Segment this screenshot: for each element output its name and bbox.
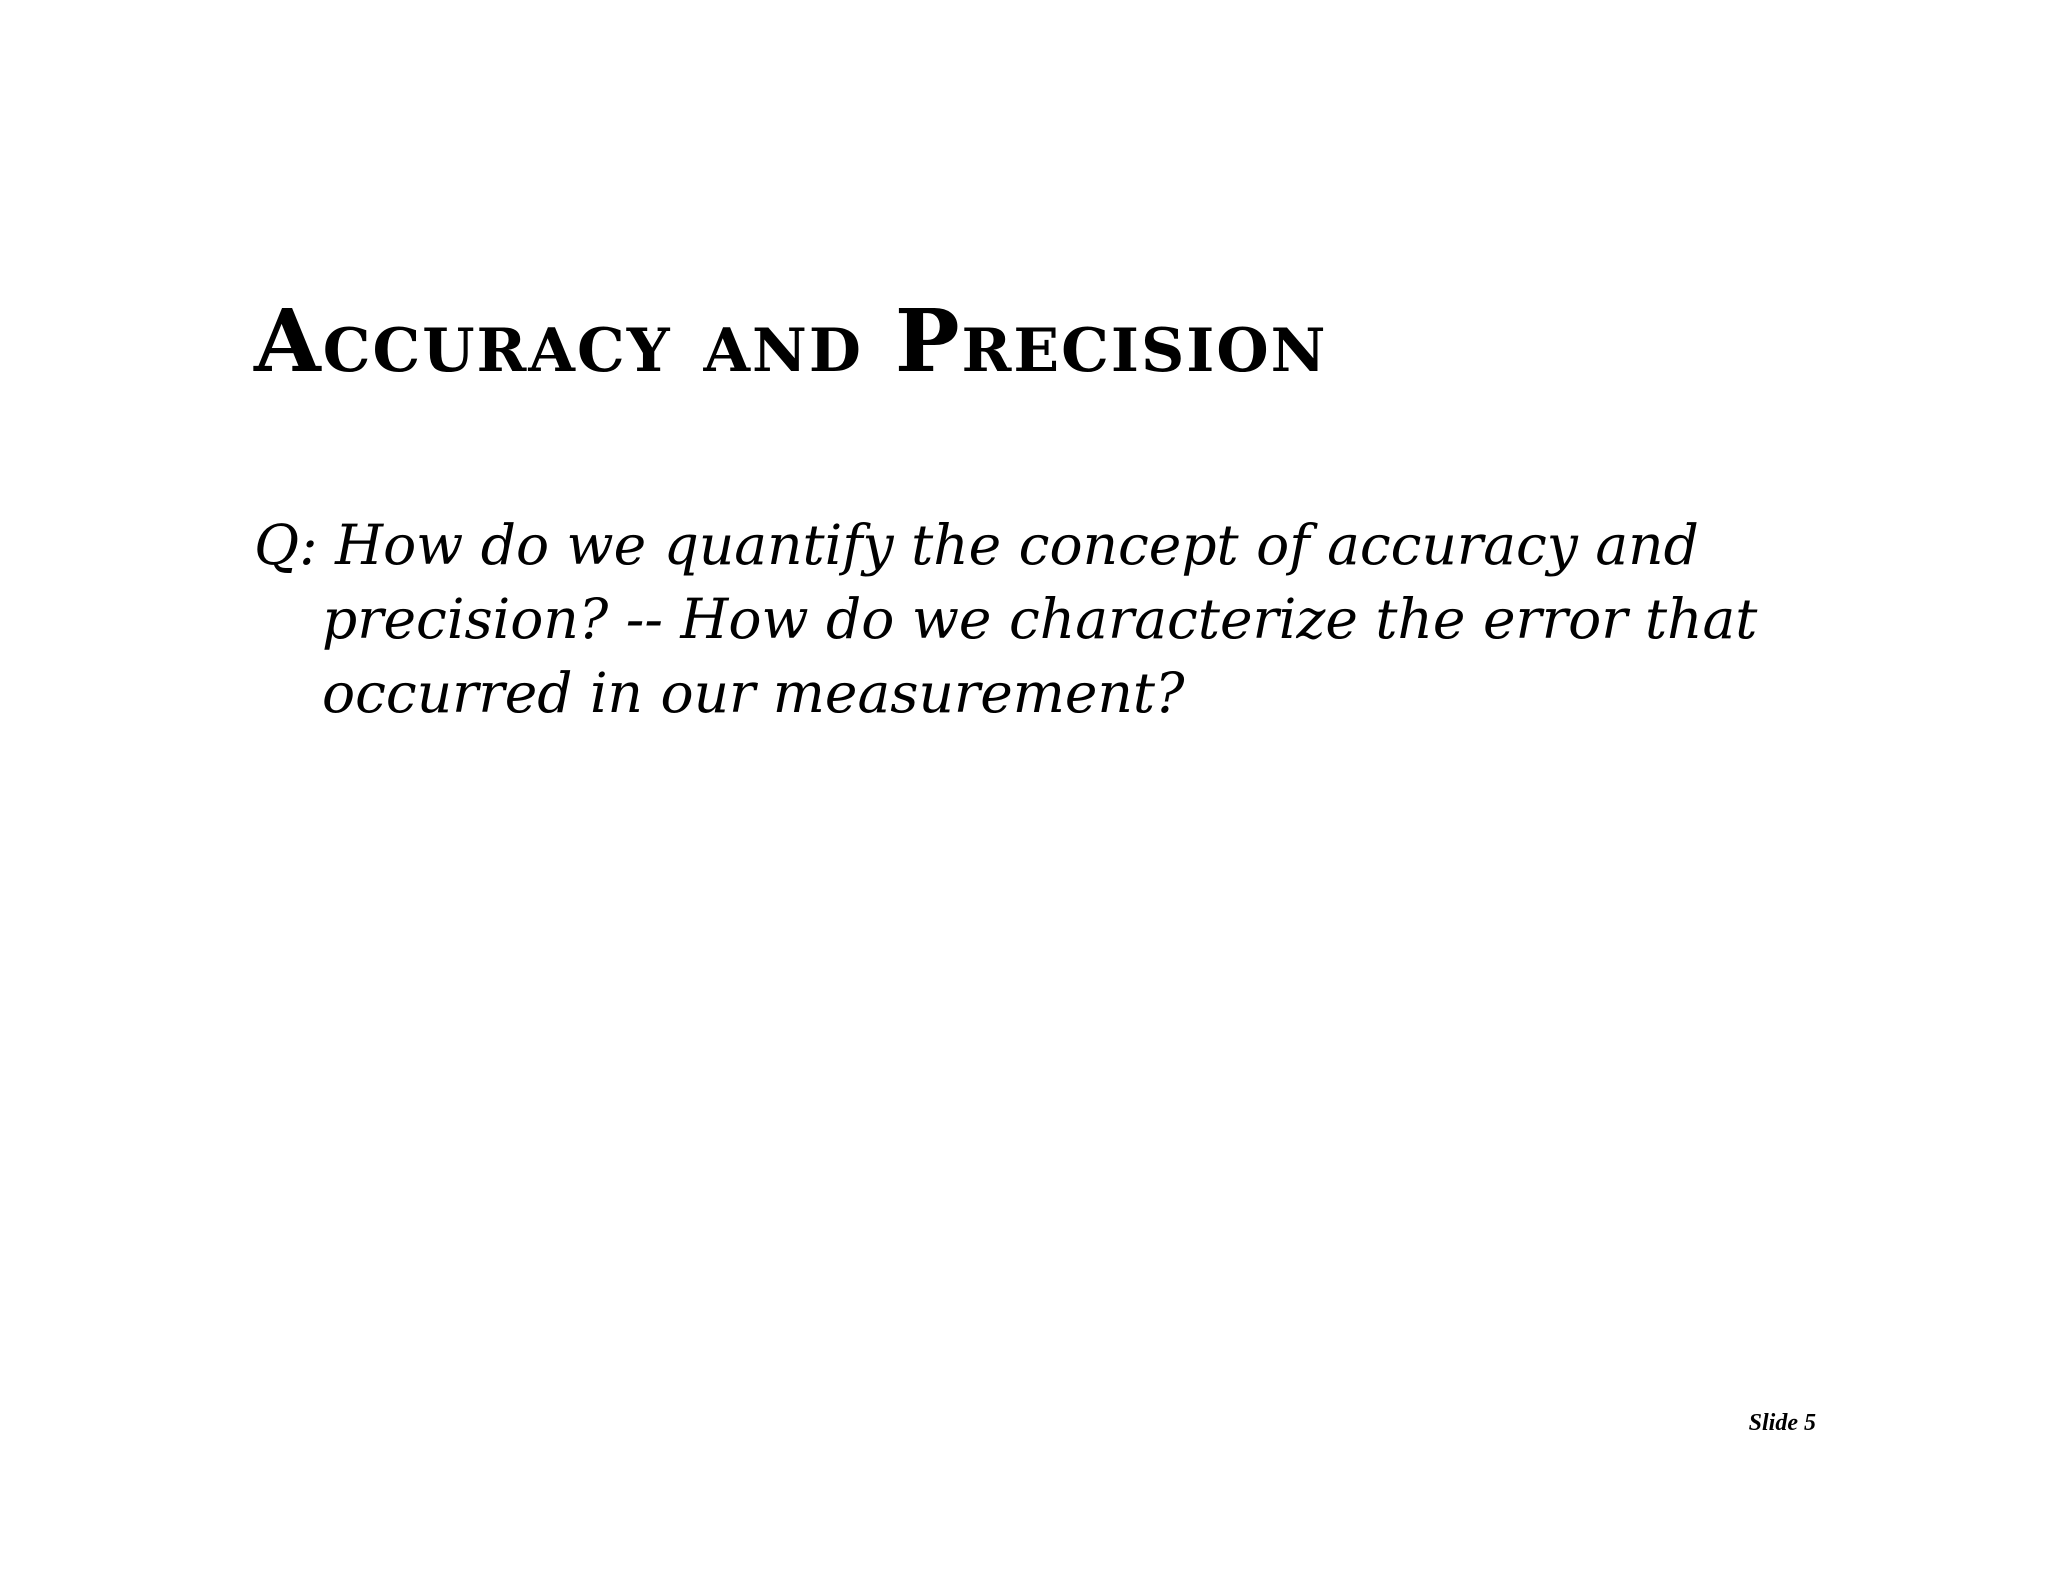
slide-title: Accuracy and Precision [254,291,1328,392]
question-text: Q: How do we quantify the concept of accuracy and precision? -- How do we characterize the error that occurred in our measurement? [254,513,1758,725]
slide-number: Slide 5 [1748,1410,1816,1436]
